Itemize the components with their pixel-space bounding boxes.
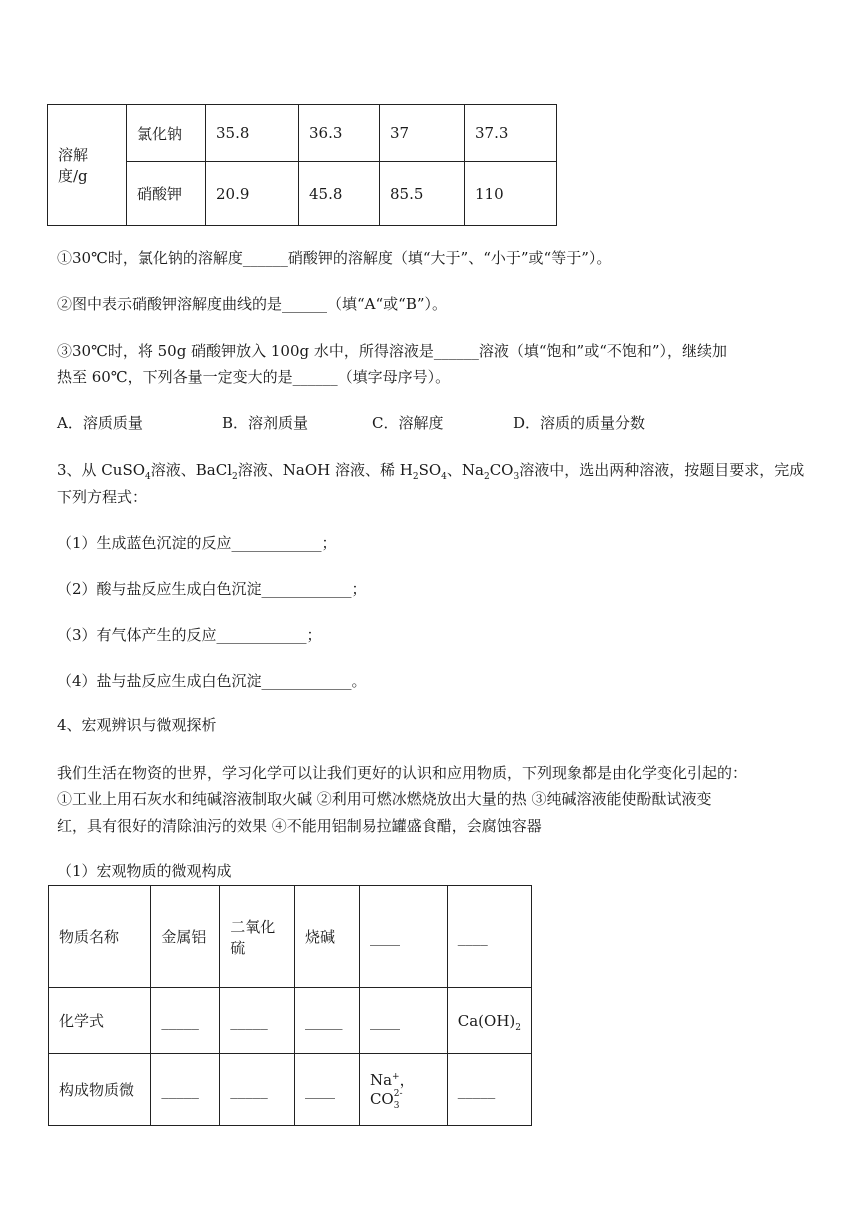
header-blank: ____ — [359, 886, 447, 988]
header-caustic-soda: 烧碱 — [295, 886, 360, 988]
formula-blank: _____ — [295, 988, 360, 1054]
q2-line2: ②图中表示硝酸钾溶解度曲线的是______（填“A“或“B”）。 — [57, 295, 448, 313]
cell-value: 110 — [465, 162, 557, 226]
header-substance-name: 物质名称 — [49, 886, 151, 988]
q2-line3a: ③30℃时，将 50g 硝酸钾放入 100g 水中，所得溶液是______溶液（填“饱和”或“不饱和”），继续加 — [57, 342, 728, 360]
cell-value: 36.3 — [299, 105, 380, 162]
q3-item-1: （1）生成蓝色沉淀的反应____________； — [57, 534, 337, 552]
header-so2: 二氧化硫 — [220, 886, 295, 988]
cell-value: 37 — [380, 105, 465, 162]
q3-intro-line1: 3、从 CuSO$_4$溶液、BaCl$_2$溶液、NaOH 溶液、稀 $H_2SO_4$、$Na_2CO_3$溶液中，选出两种溶液，按题目要求，完成 — [57, 461, 805, 482]
q2-line1: ①30℃时，氯化钠的溶解度______硝酸钾的溶解度（填“大于”、“小于”或“等于”）。 — [57, 249, 612, 267]
row-header-solubility: 溶解度/g — [48, 105, 127, 226]
cell-value: 85.5 — [380, 162, 465, 226]
particles-ions: Na+， CO 2- 3 — [359, 1054, 447, 1126]
q2-line3b: 热至 60℃，下列各量一定变大的是______（填字母序号）。 — [57, 368, 451, 386]
particles-blank: _____ — [220, 1054, 295, 1126]
q3-item-2: （2）酸与盐反应生成白色沉淀____________； — [57, 580, 367, 598]
option-a: A．溶质质量 — [57, 414, 143, 432]
q4-para2: ①工业上用石灰水和纯碱溶液制取火碱 ②利用可燃冰燃烧放出大量的热 ③纯碱溶液能使酚酞试液变 — [57, 790, 712, 808]
solubility-table — [47, 104, 557, 226]
q4-sub1: （1）宏观物质的微观构成 — [57, 862, 232, 880]
header-aluminum: 金属铝 — [151, 886, 220, 988]
cell-kno3-label: 硝酸钾 — [127, 162, 206, 226]
particles-blank: _____ — [151, 1054, 220, 1126]
q4-title: 4、宏观辨识与微观探析 — [57, 716, 217, 734]
cell-value: 45.8 — [299, 162, 380, 226]
q3-item-3: （3）有气体产生的反应____________； — [57, 626, 322, 644]
q3-item-4: （4）盐与盐反应生成白色沉淀____________。 — [57, 672, 367, 690]
option-b: B．溶剂质量 — [222, 414, 309, 432]
formula-blank: _____ — [220, 988, 295, 1054]
cell-value: 20.9 — [206, 162, 299, 226]
formula-caoh2: $Ca(OH)_2$ — [447, 988, 531, 1054]
header-blank: ____ — [447, 886, 531, 988]
option-d: D．溶质的质量分数 — [513, 414, 646, 432]
formula-blank: _____ — [151, 988, 220, 1054]
formula-blank: ____ — [359, 988, 447, 1054]
q4-para1: 我们生活在物资的世界，学习化学可以让我们更好的认识和应用物质，下列现象都是由化学变化引起的： — [57, 764, 748, 782]
q3-intro-line2: 下列方程式： — [57, 488, 148, 506]
cell-nacl-label: 氯化钠 — [127, 105, 206, 162]
label-particles: 构成物质微 — [49, 1054, 151, 1126]
cell-value: 37.3 — [465, 105, 557, 162]
q4-para3: 红，具有很好的清除油污的效果 ④不能用铝制易拉罐盛食醋，会腐蚀容器 — [57, 817, 542, 835]
particles-blank: ____ — [295, 1054, 360, 1126]
label-formula: 化学式 — [49, 988, 151, 1054]
cell-value: 35.8 — [206, 105, 299, 162]
particles-blank: _____ — [447, 1054, 531, 1126]
option-c: C．溶解度 — [372, 414, 444, 432]
microstructure-table — [48, 885, 532, 1126]
